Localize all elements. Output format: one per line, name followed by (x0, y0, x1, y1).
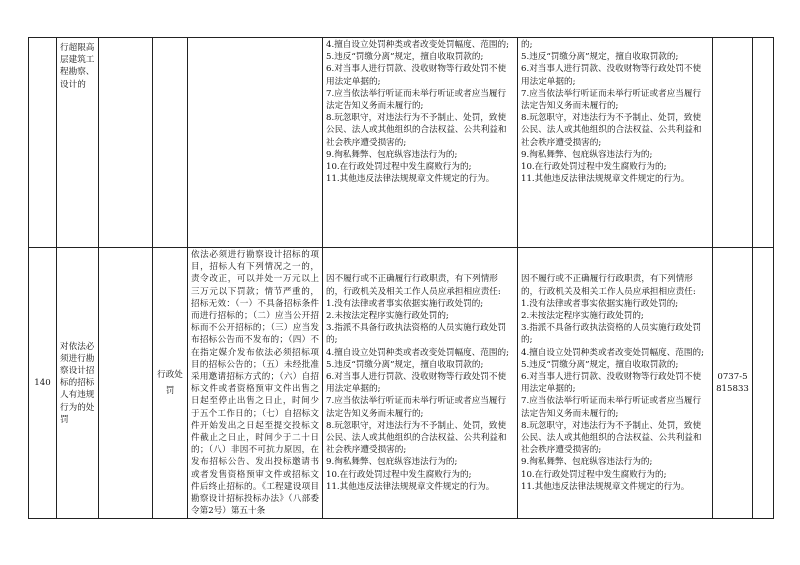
phone-number: 0737-5815833 (716, 372, 749, 395)
accountability-line: 1.没有法律或者事实依据实施行政处罚的; (521, 298, 679, 309)
cell-note (753, 248, 774, 519)
accountability-line: 因不履行或不正确履行行政职责，有下列情形的，行政机关及相关工作人员应承担相应责任: (521, 274, 696, 297)
responsibility-line: 5.违反“罚缴分离”规定，擅自收取罚款的; (326, 359, 484, 370)
accountability-line: 5.违反“罚缴分离”规定，擅自收取罚款的; (521, 52, 679, 63)
accountability-line: 3.指派不具备行政执法资格的人员实施行政处罚的; (521, 323, 702, 346)
item-name: 对依法必须进行勘察设计招标的招标人有违规行为的处罚 (60, 341, 95, 425)
responsibility-line: 9.徇私舞弊、包庇纵容违法行为的; (326, 149, 458, 160)
responsibility-line: 2.未按法定程序实施行政处罚的; (326, 311, 449, 322)
accountability-line: 7.应当依法举行听证而未举行听证或者应当履行法定告知义务而未履行的; (521, 396, 702, 419)
category-label: 行政处罚 (157, 370, 183, 397)
basis-text: 依法必须进行勘察设计招标的项目，招标人有下列情况之一的，责令改正，可以并处一万元以上三万元以下罚款；情节严重的，招标无效：（一）不具备招标条件而进行招标的；（二）应当公开招标而不公开招标的；（三）应当发布招标公告而不发布的；（四）不在指定媒介发布依法必须招标项目的招标公告的；（五）未经批准采用邀请招标方式的；（六）自招标文件或者资格预审文件出售之日起至停止出售之日止，时间少于五个工作日的；（七）自招标文件开始发出之日起至提交投标文件截止之日止，时间少于二十日的；（八）非因不可抗力原因，在发布招标公告、发出投标邀请书或者发售资格预审文件或招标文件后终止招标的。《工程建设项目勘察设计招标投标办法》（八部委令第2号）第五十条 (191, 250, 319, 517)
responsibility-line: 11.其他违反法律法规规章文件规定的行为。 (326, 174, 495, 185)
accountability-line: 4.擅自设立处罚种类或者改变处罚幅度、范围的; (521, 347, 704, 358)
row-number: 140 (34, 378, 51, 389)
responsibility-line: 3.指派不具备行政执法资格的人员实施行政处罚的; (326, 323, 507, 346)
accountability-line: 6.对当事人进行罚款、没收财物等行政处罚不使用法定单据的; (521, 372, 702, 395)
table-row-prev (29, 38, 774, 248)
cell-category (153, 248, 188, 519)
cell-accountability-prev (518, 38, 713, 248)
cell-responsibility (323, 248, 518, 519)
responsibility-line: 11.其他违反法律法规规章文件规定的行为。 (326, 481, 495, 492)
cell-subitem (99, 248, 153, 519)
cell-subitem-prev (99, 38, 153, 248)
responsibility-line: 6.对当事人进行罚款、没收财物等行政处罚不使用法定单据的; (326, 64, 507, 87)
responsibility-line: 因不履行或不正确履行行政职责，有下列情形的，行政机关及相关工作人员应承担相应责任: (326, 274, 501, 297)
cell-responsibility-prev (323, 38, 518, 248)
responsibility-line: 7.应当依法举行听证而未举行听证或者应当履行法定告知义务而未履行的; (326, 88, 507, 112)
cell-phone (713, 248, 753, 519)
cell-item-name-prev (57, 38, 99, 248)
accountability-line: 5.违反“罚缴分离”规定，擅自收取罚款的; (521, 359, 679, 370)
accountability-line: 的; (521, 40, 533, 50)
responsibility-line: 5.违反“罚缴分离”规定，擅自收取罚款的; (326, 52, 484, 63)
accountability-line: 6.对当事人进行罚款、没收财物等行政处罚不使用法定单据的; (521, 64, 702, 87)
cell-category-prev (153, 38, 188, 248)
accountability-line: 9.徇私舞弊、包庇纵容违法行为的; (521, 149, 653, 160)
responsibility-line: 1.没有法律或者事实依据实施行政处罚的; (326, 298, 484, 309)
item-name-tail: 行超限高层建筑工程勘察、设计的 (60, 43, 95, 90)
responsibility-line: 10.在行政处罚过程中发生腐败行为的; (326, 162, 472, 173)
accountability-line: 7.应当依法举行听证而未举行听证或者应当履行法定告知义务而未履行的; (521, 88, 702, 112)
responsibility-line: 4.擅自设立处罚种类或者改变处罚幅度、范围的; (326, 40, 509, 50)
cell-item-name (57, 248, 99, 519)
responsibility-line: 9.徇私舞弊、包庇纵容违法行为的; (326, 457, 458, 468)
accountability-line: 8.玩忽职守，对违法行为不予制止、处罚，致使公民、法人或其他组织的合法权益、公共利益和社会秩序遭受损害的; (521, 113, 702, 148)
power-list-table (28, 37, 774, 519)
cell-accountability (518, 248, 713, 519)
cell-basis (188, 248, 323, 519)
accountability-line: 10.在行政处罚过程中发生腐败行为的; (521, 162, 667, 173)
responsibility-line: 8.玩忽职守，对违法行为不予制止、处罚，致使公民、法人或其他组织的合法权益、公共利益和社会秩序遭受损害的; (326, 420, 507, 456)
accountability-line: 11.其他违反法律法规规章文件规定的行为。 (521, 481, 690, 492)
cell-number-prev (29, 38, 57, 248)
cell-number (29, 248, 57, 519)
cell-basis-prev (188, 38, 323, 248)
accountability-line: 11.其他违反法律法规规章文件规定的行为。 (521, 174, 690, 185)
cell-phone-prev (713, 38, 753, 248)
responsibility-line: 6.对当事人进行罚款、没收财物等行政处罚不使用法定单据的; (326, 372, 507, 395)
cell-note-prev (753, 38, 774, 248)
responsibility-line: 8.玩忽职守，对违法行为不予制止、处罚，致使公民、法人或其他组织的合法权益、公共利益和社会秩序遭受损害的; (326, 113, 507, 148)
table-row-140 (29, 248, 774, 519)
responsibility-line: 4.擅自设立处罚种类或者改变处罚幅度、范围的; (326, 347, 509, 358)
accountability-line: 8.玩忽职守，对违法行为不予制止、处罚，致使公民、法人或其他组织的合法权益、公共利益和社会秩序遭受损害的; (521, 420, 702, 456)
responsibility-line: 7.应当依法举行听证而未举行听证或者应当履行法定告知义务而未履行的; (326, 396, 507, 419)
accountability-line: 9.徇私舞弊、包庇纵容违法行为的; (521, 457, 653, 468)
accountability-line: 10.在行政处罚过程中发生腐败行为的; (521, 469, 667, 480)
responsibility-line: 10.在行政处罚过程中发生腐败行为的; (326, 469, 472, 480)
accountability-line: 2.未按法定程序实施行政处罚的; (521, 311, 644, 322)
